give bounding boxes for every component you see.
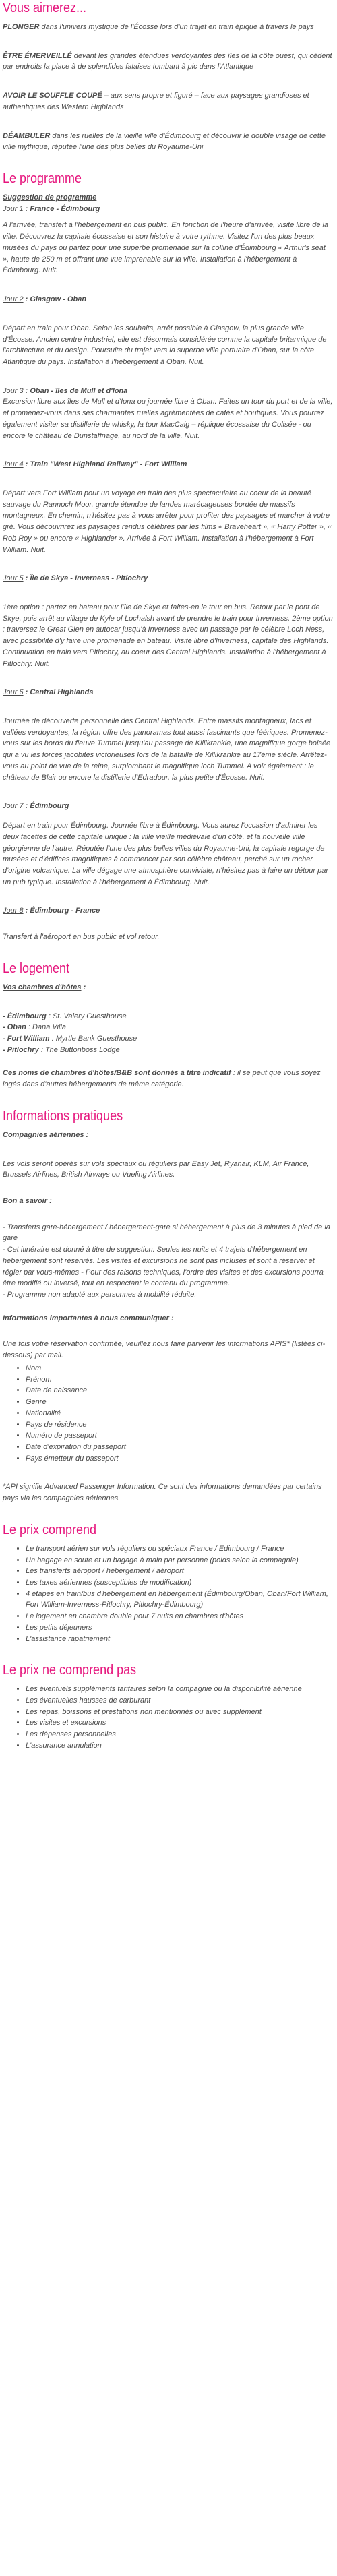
list-item: • Le logement en chambre double pour 7 nuits en chambres d'hôtes <box>26 1611 333 1622</box>
infos-section <box>3 1108 333 1504</box>
day-title: Jour 8 : Édimbourg - France <box>3 907 100 915</box>
day-title: Jour 5 : Île de Skye - Inverness - Pitlochry <box>3 574 148 583</box>
list-item: • Genre <box>26 1397 333 1408</box>
day-text: Départ vers Fort William pour un voyage en train des plus spectaculaire au coeur de la beauté sauvage du Rannoch Moor, grande étendue de landes marécageuses bordée de massifs montagneux. En chemin, n'hésitez pas à vous arrêter pour profiter des paysages et marcher à votre gré. Vous découvrirez les paysages rendus célèbres par les films « Braveheart », « Harry Potter », « Rob Roy » ou encore « Highlander ». Arrivée à Fort William. Installation à l'hébergement à Fort William. Nuit. <box>3 489 332 554</box>
logement-heading: Le logement <box>3 960 70 976</box>
bon-line: - Transferts gare-hébergement / hébergement-gare si hébergement à plus de 3 minutes à pied de la gare <box>3 1223 330 1243</box>
intro-item: ÊTRE ÉMERVEILLÉ devant les grandes étendues verdoyantes des îles de la côte ouest, qui cèdent par endroits la place à de splendides falaises tombant à pic dans l'Atlantique <box>3 51 332 71</box>
list-item: • Numéro de passeport <box>26 1430 333 1442</box>
bon-line: - Cet itinéraire est donné à titre de suggestion. Seules les nuits et 4 trajets d'hébergement en hébergement sont réservés. Les visites et excursions ne sont pas incluses et sont à réserver et régler par vous-mêmes - Pour des raisons techniques, l'ordre des visites et des excursions pourra être modifié ou inversé, tout en respectant le contenu du programme. <box>3 1246 324 1288</box>
day-title: Jour 6 : Central Highlands <box>3 688 94 697</box>
list-item: • Les éventuelles hausses de carburant <box>26 1695 333 1707</box>
day-title: Jour 3 : Oban - îles de Mull et d'Iona <box>3 386 128 395</box>
list-item: • Nom <box>26 1363 333 1374</box>
comprend-list <box>3 1543 333 1645</box>
logement-item: - Édimbourg : St. Valery Guesthouse <box>3 1012 127 1020</box>
day-title: Jour 7 : Édimbourg <box>3 802 69 811</box>
list-item: • Pays émetteur du passeport <box>26 1453 333 1465</box>
list-item: • Les dépenses personnelles <box>26 1729 333 1740</box>
logement-note: Ces noms de chambres d'hôtes/B&B sont donnés à titre indicatif : il se peut que vous soyez logés dans d'autres hébergements de même catégorie. <box>3 1069 321 1089</box>
programme-heading: Le programme <box>3 171 82 187</box>
day-text: A l'arrivée, transfert à l'hébergement en bus public. En fonction de l'heure d'arrivée, visite libre de la ville. Découvrez la capitale écossaise et son histoire à votre rythme. Visitez l'un des plus beaux musées du pays ou partez pour une superbe promenade sur la colline d'Édimbourg « Arthur's seat », haute de 250 m et offrant une vue imprenable sur la ville. Installation à l'hébergement à Édimbourg. Nuit. <box>3 221 329 275</box>
bon-line: - Programme non adapté aux personnes à mobilité réduite. <box>3 1291 197 1299</box>
logement-item: - Fort William : Myrtle Bank Guesthouse <box>3 1034 137 1043</box>
bon-label: Bon à savoir : <box>3 1197 52 1205</box>
intro-item: PLONGER dans l'univers mystique de l'Écosse lors d'un trajet en train épique à travers le pays <box>3 23 314 31</box>
list-item: • Le transport aérien sur vols réguliers ou spéciaux France / Edimbourg / France <box>26 1543 333 1555</box>
apis-note: *API signifie Advanced Passenger Information. Ce sont des informations demandées par certains pays via les compagnies aériennes. <box>3 1483 322 1503</box>
day-text: Transfert à l'aéroport en bus public et vol retour. <box>3 933 160 942</box>
day-text: Journée de découverte personnelle des Central Highlands. Entre massifs montagneux, lacs et vallées verdoyantes, la région offre des panoramas tout aussi fascinants que féériques. Promenez-vous sur les bords du fleuve Tummel jusqu'au passage de Killikrankie, une magnifique gorge boisée qui a vu les forces jacobites victorieuses lors de la bataille de Killikrankie au 17ème siècle. Arrêtez-vous au point de vue de la reine, surplombant le magnifique loch Tummel. A voir également : le château de Blair ou encore la distillerie d'Edradour, la plus petite d'Écosse. Nuit. <box>3 717 331 782</box>
infos-heading: Informations pratiques <box>3 1108 123 1124</box>
important-text: Une fois votre réservation confirmée, veuillez nous faire parvenir les informations APIS* (listées ci-dessous) par mail. <box>3 1340 326 1360</box>
ne-comprend-list <box>3 1684 333 1751</box>
logement-subtitle: Vos chambres d'hôtes : <box>3 983 86 991</box>
day-title: Jour 4 : Train "West Highland Railway" - Fort William <box>3 460 187 469</box>
list-item: • L'assistance rapatriement <box>26 1634 333 1645</box>
comprend-heading: Le prix comprend <box>3 1522 97 1537</box>
list-item: • Un bagage en soute et un bagage à main par personne (poids selon la compagnie) <box>26 1555 333 1566</box>
list-item: • Les éventuels suppléments tarifaires selon la compagnie ou la disponibilité aérienne <box>26 1684 333 1695</box>
intro-item: AVOIR LE SOUFFLE COUPÉ – aux sens propre et figuré – face aux paysages grandioses et authentiques des Western Highlands <box>3 92 309 111</box>
list-item: • Les transferts aéroport / hébergement / aéroport <box>26 1566 333 1577</box>
list-item: • 4 étapes en train/bus d'hébergement en hébergement (Édimbourg/Oban, Oban/Fort William, Fort William-Inverness-Pitlochry, Pitlochry-Édimbourg) <box>26 1589 333 1611</box>
day-text: Excursion libre aux îles de Mull et d'Iona ou journée libre à Oban. Faites un tour du port et de la ville, et promenez-vous dans ses charmantes ruelles agrémentées de cafés et boutiques. Vous pourrez également visiter sa distillerie de whisky, la tour MacCaig – réplique écossaise du Colisée - ou encore le château de Dunstaffnage, au nord de la ville. Nuit. <box>3 398 333 440</box>
list-item: • Les repas, boissons et prestations non mentionnés ou avec supplément <box>26 1707 333 1718</box>
list-item: • Les petits déjeuners <box>26 1622 333 1634</box>
apis-list <box>3 1363 333 1464</box>
day-title: Jour 2 : Glasgow - Oban <box>3 295 87 304</box>
intro-heading: Vous aimerez... <box>3 1 87 16</box>
companies-text: Les vols seront opérés sur vols spéciaux ou réguliers par Easy Jet, Ryanair, KLM, Air France, Brussels Airlines, British Airways ou Vueling Airlines. <box>3 1159 309 1179</box>
logement-item: - Oban : Dana Villa <box>3 1023 66 1032</box>
programme-subtitle: Suggestion de programme <box>3 193 97 202</box>
ne-comprend-heading: Le prix ne comprend pas <box>3 1663 137 1678</box>
list-item: • Les taxes aériennes (susceptibles de modification) <box>26 1577 333 1589</box>
list-item: • Prénom <box>26 1374 333 1386</box>
programme-section <box>3 171 333 943</box>
ne-comprend-section <box>3 1662 333 1751</box>
day-title: Jour 1 : France - Édimbourg <box>3 204 100 213</box>
comprend-section <box>3 1522 333 1645</box>
intro-item: DÉAMBULER dans les ruelles de la vieille ville d'Édimbourg et découvrir le double visage de cette ville mythique, réputée l'une des plus belles du Royaume-Uni <box>3 131 326 152</box>
important-label: Informations importantes à nous communiquer : <box>3 1314 174 1322</box>
list-item: • Date d'expiration du passeport <box>26 1442 333 1453</box>
logement-item: - Pitlochry : The Buttonboss Lodge <box>3 1045 120 1054</box>
intro-section <box>3 0 333 153</box>
companies-label: Compagnies aériennes : <box>3 1130 89 1139</box>
list-item: • Date de naissance <box>26 1385 333 1397</box>
day-text: Départ en train pour Oban. Selon les souhaits, arrêt possible à Glasgow, la plus grande ville d'Écosse. Ancien centre industriel, elle est désormais considérée comme la capitale britannique de l'architecture et du design. Poursuite du trajet vers la superbe ville portuaire d'Oban, sur la côte Atlantique du pays. Installation à l'hébergement à Oban. Nuit. <box>3 324 327 366</box>
list-item: • Les visites et excursions <box>26 1717 333 1729</box>
day-text: Départ en train pour Édimbourg. Journée libre à Édimbourg. Vous aurez l'occasion d'admirer les deux facettes de cette capitale unique : la ville vieille médiévale d'un côté, et la nouvelle ville géorgienne de l'autre. Réputée l'une des plus belles villes du Royaume-Uni, la capitale regorge de musées et d'édifices magnifiques à commencer par son célèbre château, perché sur un rocher d'origine volcanique. La ville dégage une atmosphère conviviale, n'hésitez pas à faire un détour par un pub typique. Installation à l'hébergement à Édimbourg. Nuit. <box>3 822 329 886</box>
list-item: • Pays de résidence <box>26 1419 333 1431</box>
list-item: • Nationalité <box>26 1408 333 1419</box>
day-text: 1ère option : partez en bateau pour l'île de Skye et faites-en le tour en bus. Retour par le pont de Skye, puis arrêt au village de Kyle of Lochalsh avant de prendre le train pour Inverness. 2ème option : traversez le Great Glen en autocar jusqu'à Inverness avec un passage par le célèbre Loch Ness, avec possibilité d'y faire une promenade en bateau. Visite libre d'Inverness, capitale des Highlands. Continuation en train vers Pitlochry, au coeur des Central Highlands. Installation à l'hébergement à Pitlochry. Nuit. <box>3 603 333 668</box>
logement-section <box>3 960 333 1091</box>
list-item: • L'assurance annulation <box>26 1740 333 1752</box>
